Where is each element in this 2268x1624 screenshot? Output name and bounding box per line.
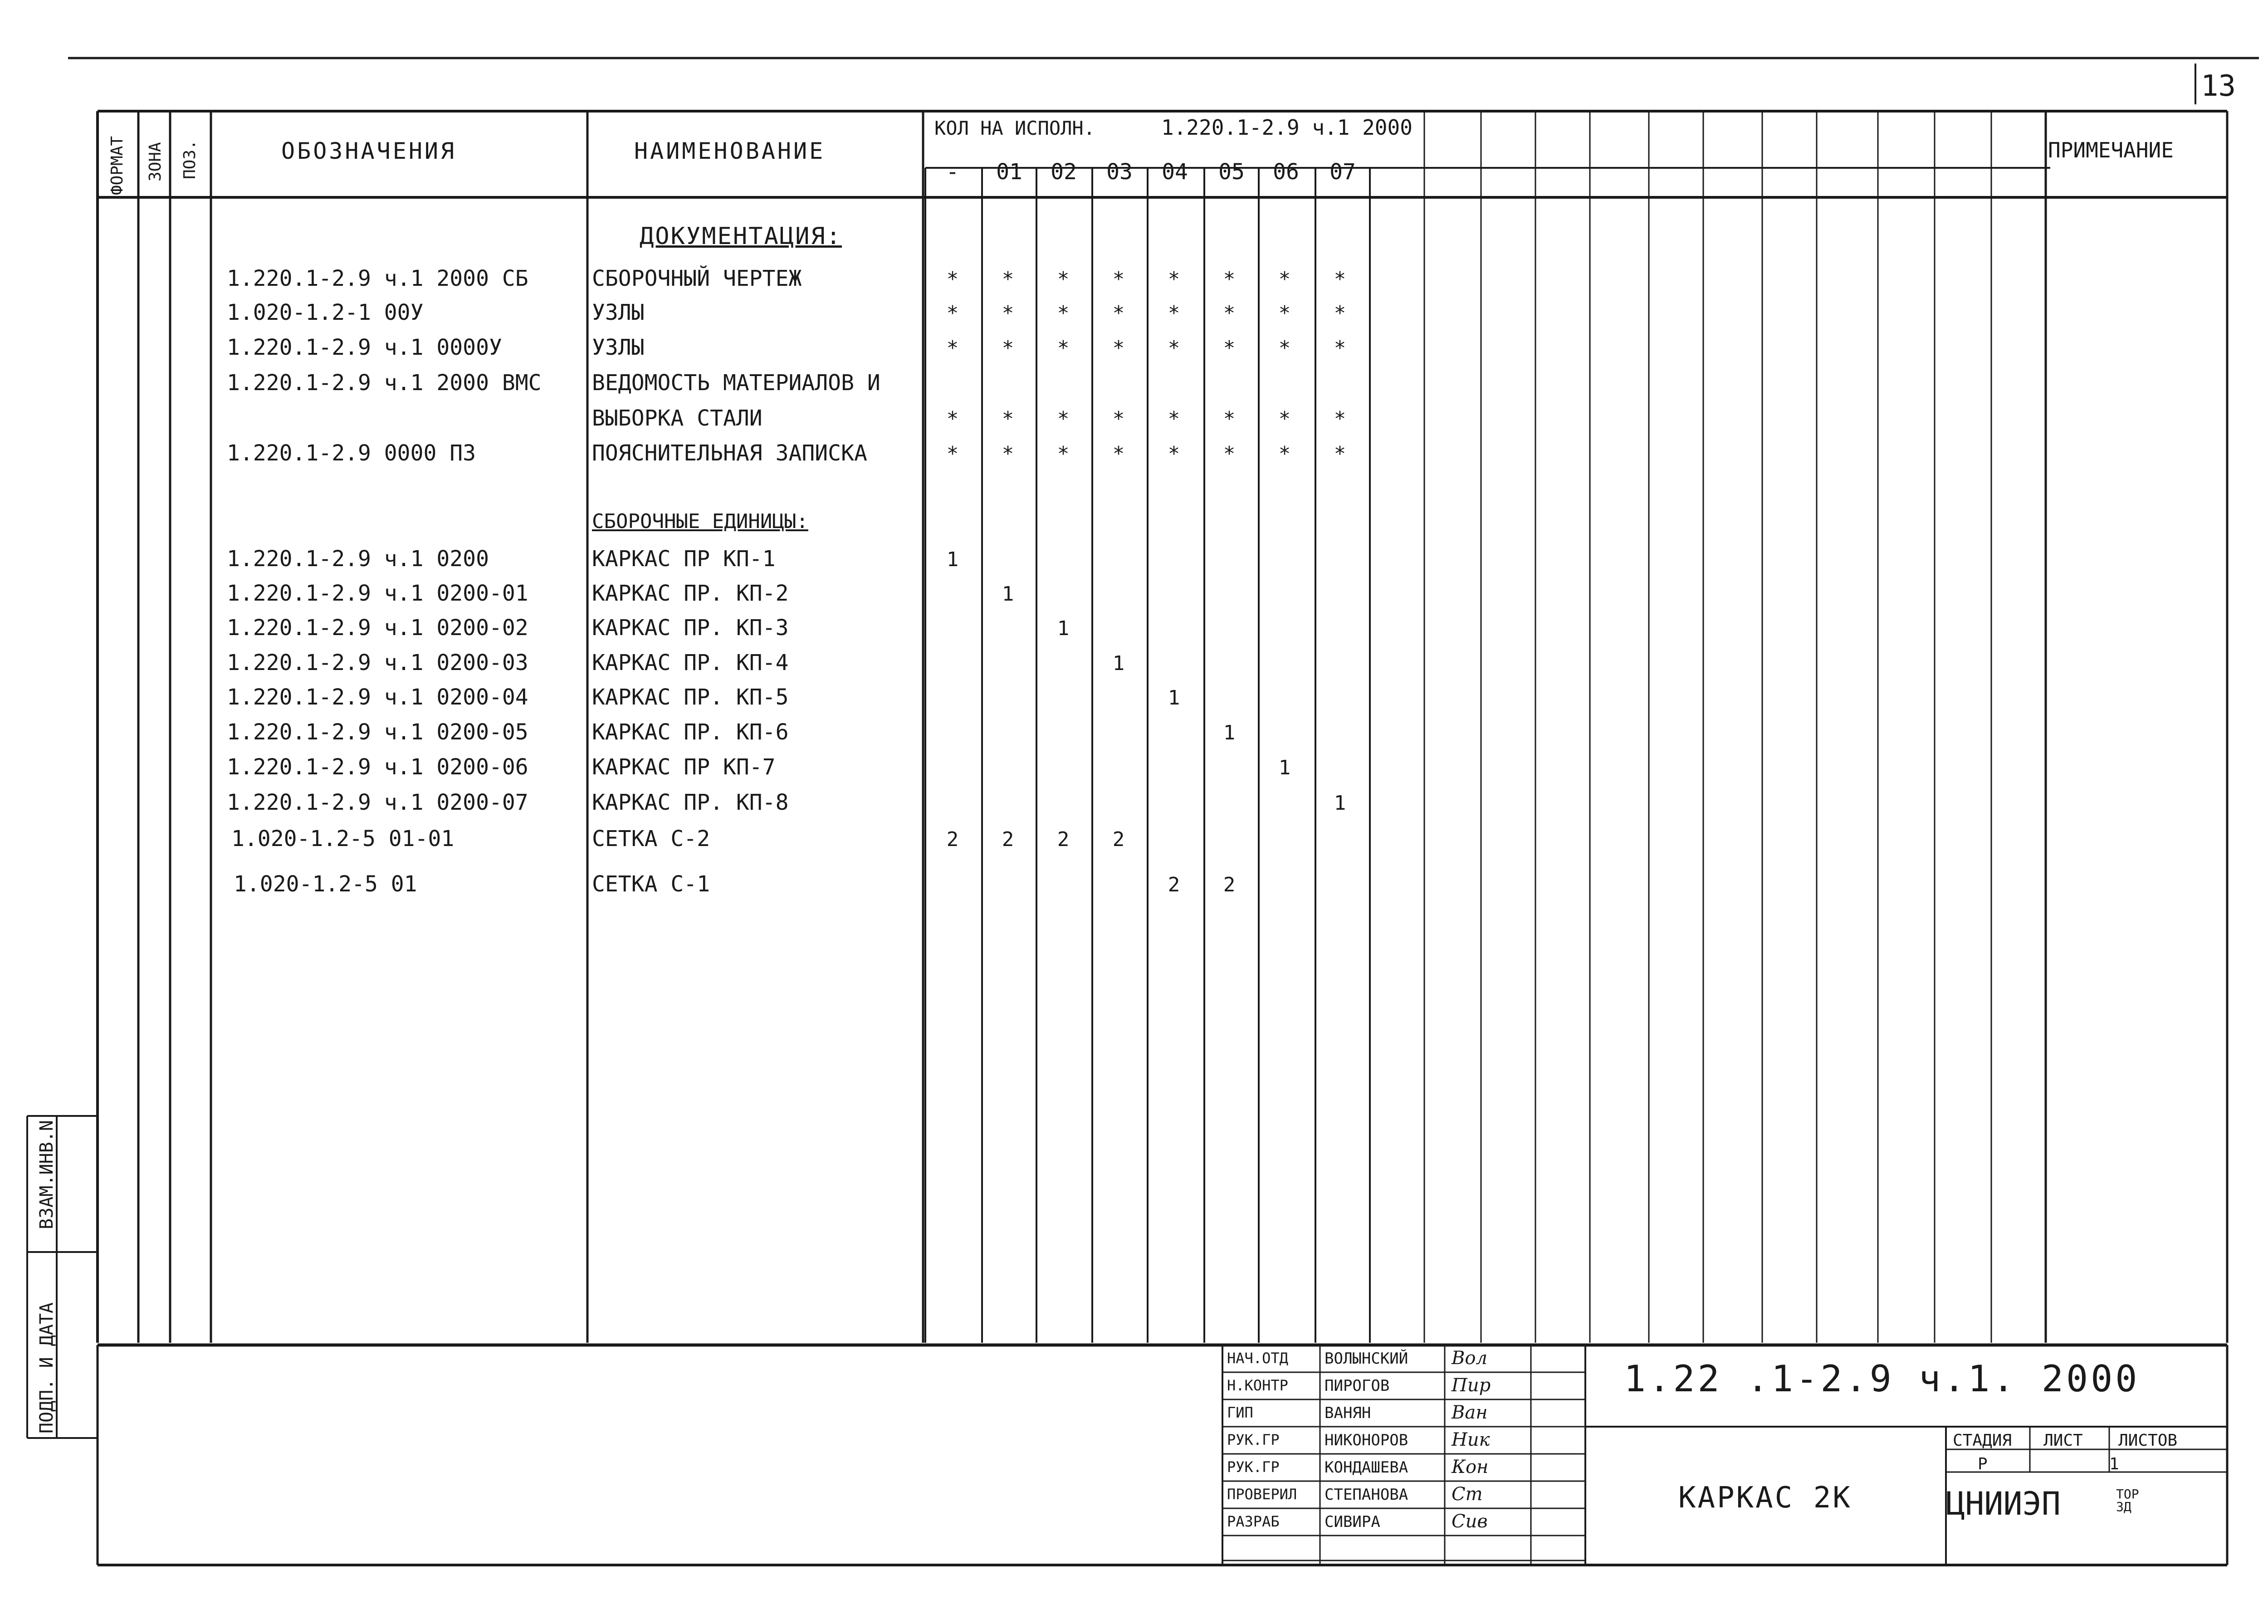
row-qty: 2 <box>1002 828 1014 851</box>
row-designation: 1.220.1-2.9 ч.1 0200-04 <box>227 685 528 710</box>
row-qty: * <box>1112 302 1125 325</box>
signer-name: ВОЛЫНСКИЙ <box>1325 1350 1408 1368</box>
section-assembly-units: СБОРОЧНЫЕ ЕДИНИЦЫ: <box>592 510 808 533</box>
row-qty: 1 <box>1168 686 1180 709</box>
row-name: ВЫБОРКА СТАЛИ <box>592 406 763 431</box>
signer-role: Н.КОНТР <box>1227 1377 1288 1394</box>
signer-name: КОНДАШЕВА <box>1325 1458 1408 1477</box>
row-name: КАРКАС ПР. КП-6 <box>592 719 789 745</box>
header-pos: ПОЗ. <box>181 140 199 179</box>
header-zone: ЗОНА <box>146 142 165 181</box>
stage-label: СТАДИЯ <box>1953 1431 2012 1450</box>
row-qty: 1 <box>1334 792 1346 815</box>
row-name: КАРКАС ПР. КП-8 <box>592 790 789 815</box>
variant-header: 05 <box>1218 159 1245 185</box>
row-qty: * <box>1223 302 1236 325</box>
row-qty: * <box>946 407 959 430</box>
row-name: УЗЛЫ <box>592 300 645 325</box>
row-designation: 1.020-1.2-1 00У <box>227 300 424 325</box>
header-qty-title: КОЛ НА ИСПОЛН. <box>934 117 1095 139</box>
signer-role: РУК.ГР <box>1227 1458 1280 1476</box>
row-name: КАРКАС ПР. КП-2 <box>592 581 789 606</box>
row-qty: * <box>946 302 959 325</box>
row-qty: * <box>1112 268 1125 291</box>
row-qty: * <box>1223 337 1236 360</box>
variant-header: 06 <box>1273 159 1299 185</box>
signer-signature: Сив <box>1452 1511 1488 1532</box>
row-designation: 1.020-1.2-5 01-01 <box>231 826 455 851</box>
row-designation: 1.220.1-2.9 ч.1 0200-02 <box>227 615 528 641</box>
row-designation: 1.220.1-2.9 ч.1 2000 ВМС <box>227 370 542 396</box>
row-name: ПОЯСНИТЕЛЬНАЯ ЗАПИСКА <box>592 440 867 466</box>
row-qty: 1 <box>946 548 959 571</box>
row-qty: * <box>1168 337 1180 360</box>
row-qty: * <box>946 442 959 465</box>
signer-role: НАЧ.ОТД <box>1227 1350 1288 1367</box>
row-designation: 1.220.1-2.9 0000 ПЗ <box>227 440 476 466</box>
row-designation: 1.220.1-2.9 ч.1 0200-01 <box>227 581 528 606</box>
signer-name: СИВИРА <box>1325 1513 1380 1531</box>
row-qty: * <box>1002 337 1014 360</box>
row-qty: * <box>1278 442 1291 465</box>
row-qty: * <box>1112 337 1125 360</box>
header-format: ФОРМАТ <box>108 136 127 195</box>
signer-role: РАЗРАБ <box>1227 1513 1280 1530</box>
row-qty: * <box>1334 337 1346 360</box>
title-block-title: КАРКАС 2К <box>1678 1481 1852 1515</box>
row-qty: * <box>1278 302 1291 325</box>
row-designation: 1.220.1-2.9 ч.1 0200-06 <box>227 754 528 780</box>
row-qty: * <box>1057 337 1070 360</box>
row-qty: 1 <box>1002 582 1014 606</box>
row-designation: 1.220.1-2.9 ч.1 0200 <box>227 546 489 572</box>
signer-signature: Вол <box>1452 1348 1487 1369</box>
row-name: КАРКАС ПР КП-7 <box>592 754 776 780</box>
row-qty: * <box>1278 337 1291 360</box>
signer-signature: Ван <box>1452 1402 1488 1423</box>
signer-signature: Ст <box>1452 1484 1483 1505</box>
sheet-label: ЛИСТ <box>2043 1431 2083 1450</box>
row-designation: 1.220.1-2.9 ч.1 0200-03 <box>227 650 528 675</box>
row-qty: * <box>1057 302 1070 325</box>
section-documentation: ДОКУМЕНТАЦИЯ: <box>640 223 842 250</box>
title-block-code: 1.22 .1-2.9 ч.1. 2000 <box>1624 1358 2140 1400</box>
row-name: КАРКАС ПР. КП-5 <box>592 685 789 710</box>
row-designation: 1.220.1-2.9 ч.1 0000У <box>227 335 502 360</box>
row-qty: * <box>1278 407 1291 430</box>
row-qty: * <box>1057 268 1070 291</box>
row-name: КАРКАС ПР КП-1 <box>592 546 776 572</box>
variant-header: - <box>946 159 959 185</box>
row-qty: * <box>1223 442 1236 465</box>
stage-value: Р <box>1978 1455 1988 1473</box>
sheet-value: 1 <box>2109 1455 2119 1473</box>
row-name: СЕТКА С-2 <box>592 826 710 851</box>
row-qty: 1 <box>1057 617 1070 640</box>
margin-podp-label: ПОДП. И ДАТА <box>36 1302 57 1433</box>
row-qty: * <box>1223 407 1236 430</box>
row-qty: 2 <box>1168 873 1180 896</box>
signer-name: ВАНЯН <box>1325 1404 1371 1422</box>
signer-signature: Кон <box>1452 1457 1489 1477</box>
row-qty: 1 <box>1278 756 1291 779</box>
row-qty: * <box>1002 302 1014 325</box>
row-qty: * <box>946 268 959 291</box>
row-qty: * <box>1168 442 1180 465</box>
row-qty: * <box>1334 268 1346 291</box>
row-qty: 2 <box>946 828 959 851</box>
row-qty: * <box>1112 407 1125 430</box>
header-qty-doc: 1.220.1-2.9 ч.1 2000 <box>1161 115 1413 140</box>
row-designation: 1.220.1-2.9 ч.1 0200-07 <box>227 790 528 815</box>
row-qty: * <box>1168 407 1180 430</box>
row-qty: * <box>946 337 959 360</box>
row-qty: * <box>1057 407 1070 430</box>
row-name: КАРКАС ПР. КП-3 <box>592 615 789 641</box>
row-qty: 2 <box>1057 828 1070 851</box>
margin-vzam-label: ВЗАМ.ИНВ.N <box>36 1120 57 1229</box>
row-designation: 1.020-1.2-5 01 <box>234 871 417 897</box>
row-qty: * <box>1002 268 1014 291</box>
variant-header: 07 <box>1330 159 1356 185</box>
variant-header: 04 <box>1162 159 1188 185</box>
row-qty: 2 <box>1223 873 1236 896</box>
signer-signature: Ник <box>1452 1429 1490 1450</box>
row-name: КАРКАС ПР. КП-4 <box>592 650 789 675</box>
variant-header: 02 <box>1051 159 1077 185</box>
row-qty: 1 <box>1223 721 1236 744</box>
row-qty: * <box>1002 442 1014 465</box>
signer-name: СТЕПАНОВА <box>1325 1486 1408 1504</box>
sheet-number: 13 <box>2201 69 2236 103</box>
row-qty: * <box>1334 302 1346 325</box>
signer-role: ПРОВЕРИЛ <box>1227 1486 1297 1503</box>
row-qty: * <box>1112 442 1125 465</box>
row-name: СБОРОЧНЫЙ ЧЕРТЕЖ <box>592 266 802 291</box>
signer-role: ГИП <box>1227 1404 1253 1421</box>
row-qty: * <box>1223 268 1236 291</box>
row-designation: 1.220.1-2.9 ч.1 2000 СБ <box>227 266 528 291</box>
signer-role: РУК.ГР <box>1227 1431 1280 1448</box>
header-designation: ОБОЗНАЧЕНИЯ <box>281 138 457 164</box>
row-qty: * <box>1334 407 1346 430</box>
row-qty: 1 <box>1112 652 1125 675</box>
variant-header: 01 <box>996 159 1022 185</box>
row-designation: 1.220.1-2.9 ч.1 0200-05 <box>227 719 528 745</box>
header-name: НАИМЕНОВАНИЕ <box>634 138 826 164</box>
row-qty: * <box>1278 268 1291 291</box>
signer-name: ПИРОГОВ <box>1325 1377 1390 1395</box>
row-name: ВЕДОМОСТЬ МАТЕРИАЛОВ И <box>592 370 880 396</box>
row-qty: * <box>1334 442 1346 465</box>
row-qty: * <box>1002 407 1014 430</box>
signer-signature: Пир <box>1452 1375 1491 1396</box>
variant-header: 03 <box>1106 159 1133 185</box>
title-block-org: ЦНИИЭП <box>1946 1485 2061 1522</box>
row-qty: 2 <box>1112 828 1125 851</box>
row-qty: * <box>1168 268 1180 291</box>
row-qty: * <box>1057 442 1070 465</box>
row-name: УЗЛЫ <box>592 335 645 360</box>
header-note: ПРИМЕЧАНИЕ <box>2048 138 2174 162</box>
sheets-label: ЛИСТОВ <box>2118 1431 2178 1450</box>
row-qty: * <box>1168 302 1180 325</box>
title-block-org-note: ТОР ЗД <box>2116 1487 2139 1514</box>
signer-name: НИКОНОРОВ <box>1325 1431 1408 1449</box>
row-name: СЕТКА С-1 <box>592 871 710 897</box>
